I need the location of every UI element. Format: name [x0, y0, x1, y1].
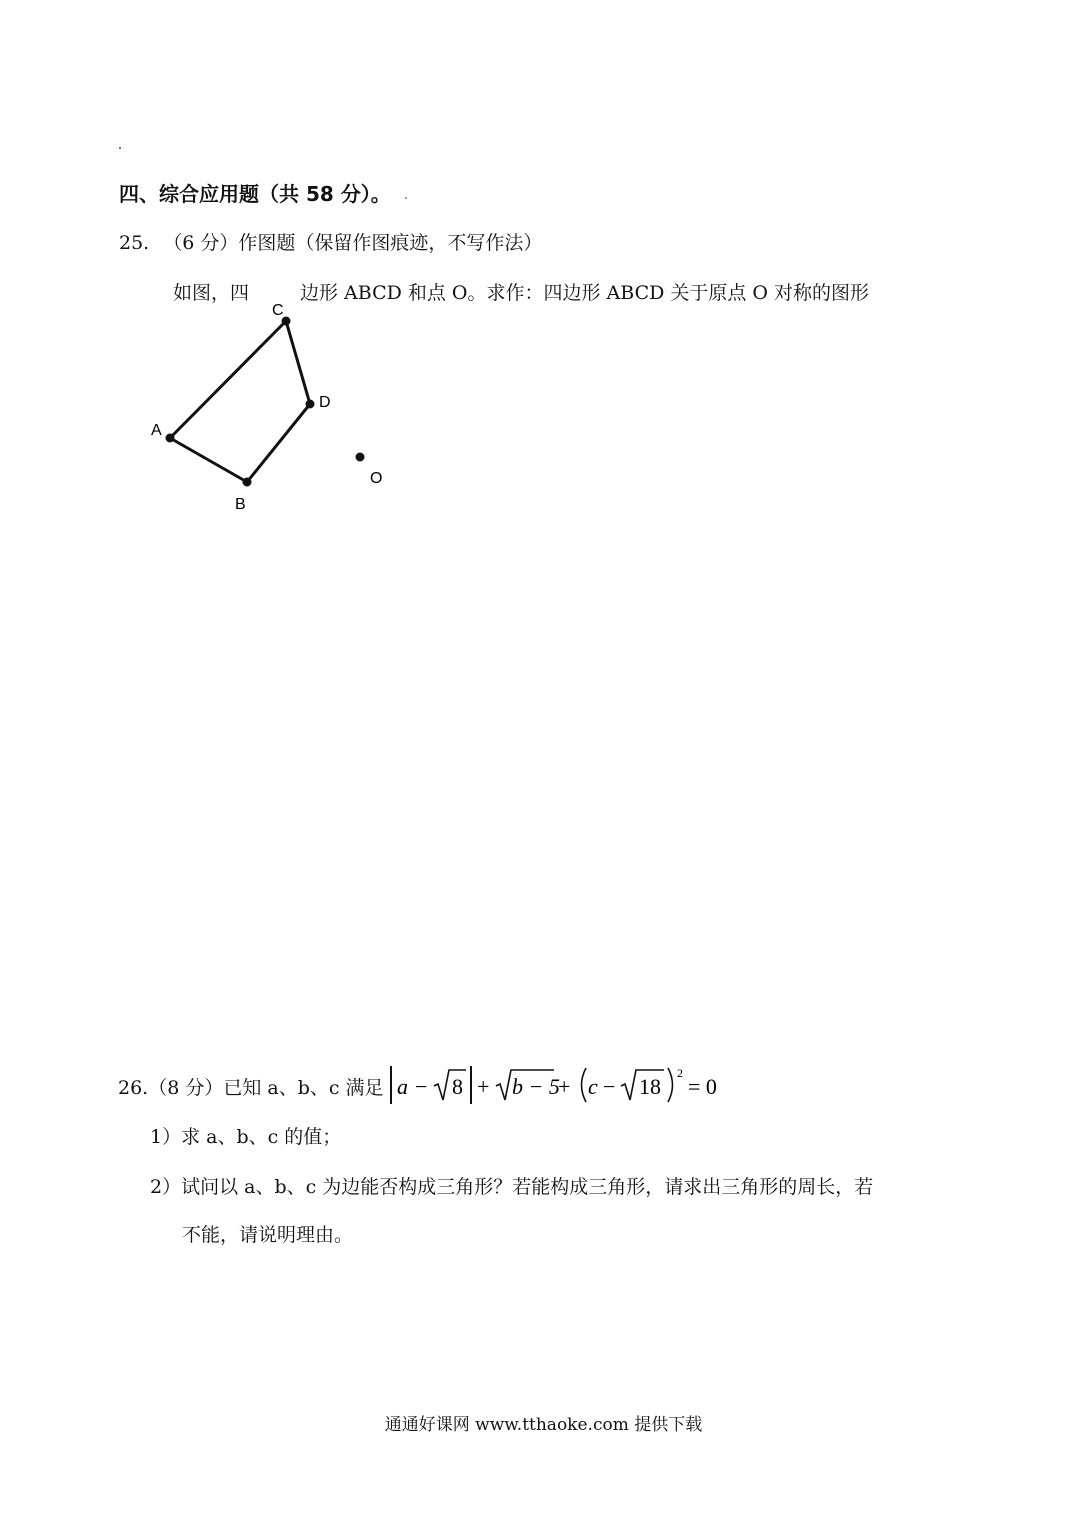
page-footer: 通通好课网 www.tthaoke.com 提供下载: [384, 1415, 703, 1435]
equation: [388, 1064, 718, 1108]
point-b: [243, 478, 252, 487]
question-26-part-2-cont: 不能，请说明理由。: [182, 1224, 354, 1246]
question-number: 25.: [119, 232, 150, 254]
label-c: C: [272, 302, 284, 319]
exponent: 2: [676, 1066, 683, 1080]
label-o: O: [370, 470, 383, 487]
section-title: 四、综合应用题（共 58 分）。: [119, 182, 391, 206]
plus-sign: +: [476, 1074, 489, 1099]
question-26-part-2: 2）试问以 a、b、c 为边能否构成三角形？若能构成三角形，请求出三角形的周长，若: [150, 1176, 874, 1198]
question-25-desc-start: 如图，四: [173, 282, 250, 304]
scan-speck: [405, 197, 407, 199]
sqrt-18-radicand: 18: [638, 1074, 661, 1099]
point-a: [166, 434, 175, 443]
scan-speck: [119, 147, 121, 149]
quadrilateral-diagram: [140, 290, 410, 520]
minus-sign: −: [602, 1074, 615, 1099]
point-d: [306, 400, 315, 409]
point-o: [356, 453, 365, 462]
equals-zero: = 0: [687, 1074, 717, 1099]
question-25-desc-rest: 边形 ABCD 和点 O。求作：四边形 ABCD 关于原点 O 对称的图形: [300, 282, 870, 304]
sqrt-8-radicand: 8: [451, 1074, 463, 1099]
minus-sign: −: [414, 1074, 427, 1099]
question-26-stem: [118, 1064, 718, 1108]
question-25-heading: [119, 228, 542, 255]
label-a: A: [151, 422, 162, 439]
right-paren: [668, 1068, 673, 1102]
quadrilateral-abcd: [170, 321, 310, 482]
question-26-part-1: 1）求 a、b、c 的值；: [150, 1126, 342, 1148]
label-d: D: [319, 394, 331, 411]
left-paren: [581, 1068, 586, 1102]
question-26-text: 26.（8 分）已知 a、b、c 满足: [118, 1076, 384, 1099]
plus-sign: +: [557, 1074, 570, 1099]
label-b: B: [235, 496, 246, 513]
var-c: c: [587, 1074, 598, 1099]
var-a: a: [396, 1074, 408, 1099]
question-25-instruction: （6 分）作图题（保留作图痕迹，不写作法）: [163, 232, 543, 254]
sqrt-b-radicand: b − 5: [511, 1074, 560, 1099]
